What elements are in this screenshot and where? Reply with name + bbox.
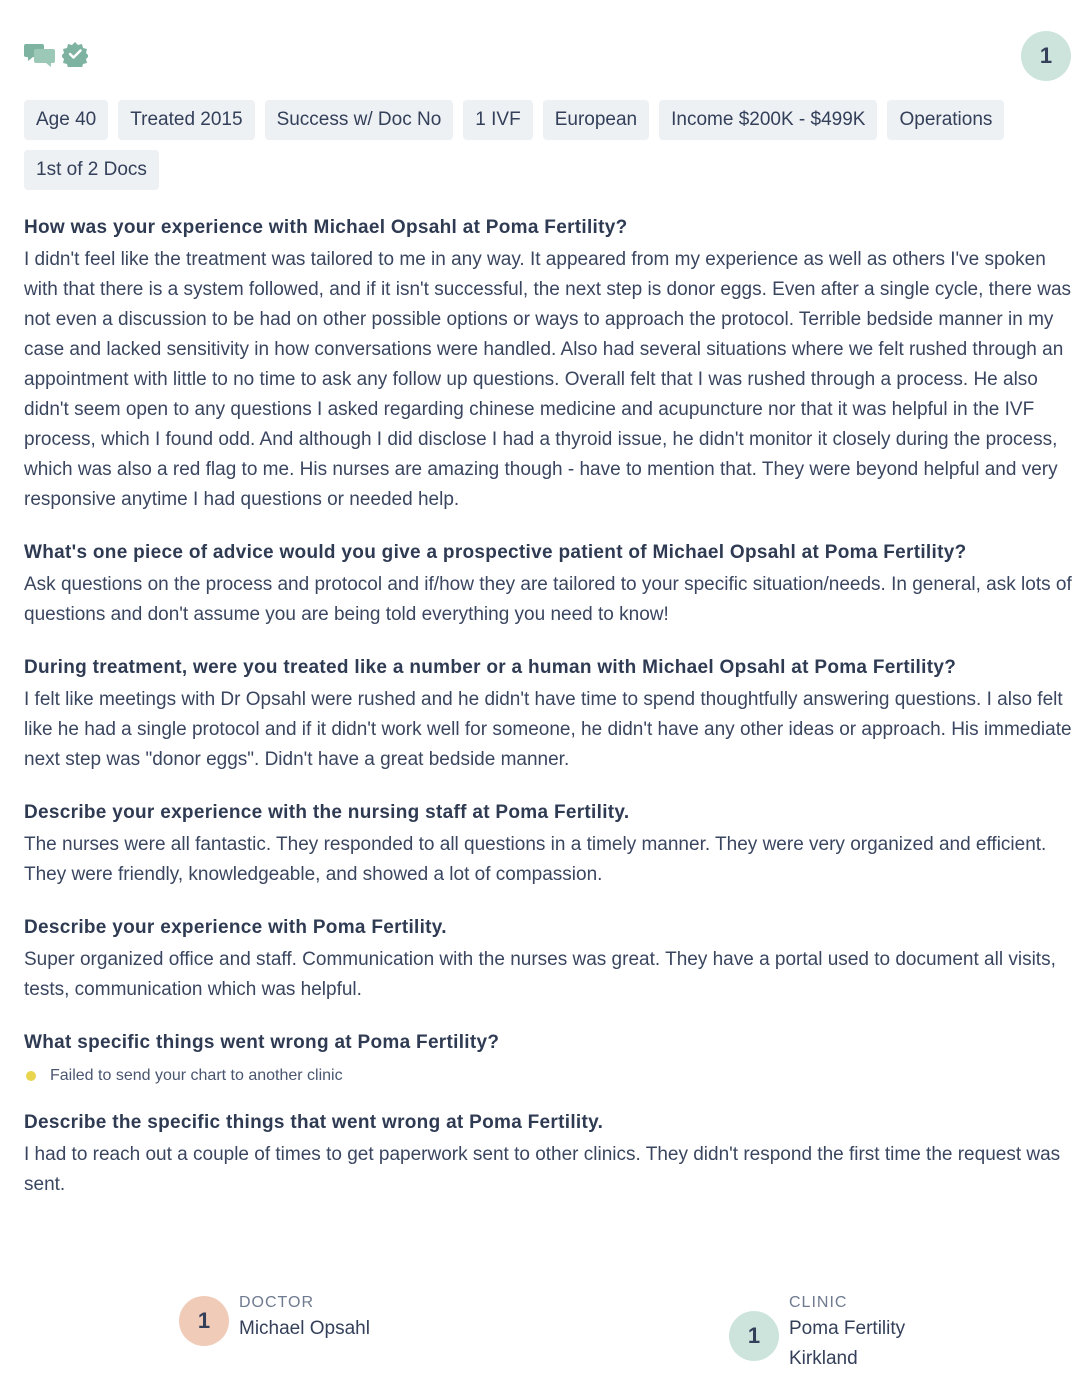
answer-text: I felt like meetings with Dr Opsahl were rushed and he didn't have time to spend thoughtfully answering questions. I also felt like he had a single protocol and if it didn't work well for someone, he didn't have any other ideas or approach. His immediate next step was "donor eggs". Didn't have a great bedside manner. bbox=[24, 689, 1072, 770]
answer-text: I didn't feel like the treatment was tailored to me in any way. It appeared from my experience as well as others I've spoken with that there is a system followed, and if it isn't successful, the next step is donor eggs. Even after a single cycle, there was not even a discussion to be had on other possible options or ways to approach the protocol. Terrible bedside manner in my case and lacked sensitivity in how conversations were handled. Also had several situations where we felt rushed through an appointment with little to no time to ask any follow up questions. Overall felt that I was rushed through a process. He also didn't seem open to any questions I asked regarding chinese medicine and acupuncture nor that it was helpful in the IVF process, which I found odd. And although I did disclose I had a thyroid issue, he didn't monitor it closely during the process, which was also a red flag to me. His nurses are amazing though - have to mention that. They were beyond helpful and very responsive anytime I had questions or needed help. bbox=[24, 249, 1072, 510]
review-answers bbox=[24, 214, 1072, 1200]
question-heading: What's one piece of advice would you give a prospective patient of Michael Opsahl at Poma Fertility? bbox=[24, 542, 967, 563]
doctor-label: DOCTOR bbox=[239, 1294, 315, 1311]
patient-tag: Age 40 bbox=[24, 100, 108, 140]
patient-tag: Income $200K - $499K bbox=[659, 100, 877, 140]
review-header bbox=[24, 0, 1072, 100]
chat-bubbles-icon bbox=[24, 40, 56, 73]
clinic-label: CLINIC bbox=[789, 1294, 848, 1311]
review-icons bbox=[24, 40, 88, 73]
qa-block bbox=[24, 1029, 1072, 1085]
qa-block bbox=[24, 1109, 1072, 1200]
qa-block bbox=[24, 914, 1072, 1005]
answer-text: I had to reach out a couple of times to get paperwork sent to other clinics. They didn't respond the first time the request was sent. bbox=[24, 1144, 1061, 1195]
review-card bbox=[24, 0, 1072, 1200]
patient-tag: 1 IVF bbox=[463, 100, 532, 140]
overall-score-badge: 1 bbox=[1021, 31, 1071, 81]
answer-text: The nurses were all fantastic. They responded to all questions in a timely manner. They were very organized and efficient. They were friendly, knowledgeable, and showed a lot of compassion. bbox=[24, 834, 1047, 885]
doctor-summary[interactable] bbox=[179, 1296, 370, 1346]
doctor-score-badge: 1 bbox=[179, 1296, 229, 1346]
qa-block bbox=[24, 214, 1072, 515]
answer-text: Ask questions on the process and protocol and if/how they are tailored to your specific situation/needs. In general, ask lots of questions and don't assume you are being told everything you need to know! bbox=[24, 574, 1072, 625]
patient-tag: European bbox=[543, 100, 649, 140]
patient-tag: Success w/ Doc No bbox=[265, 100, 454, 140]
question-heading: What specific things went wrong at Poma Fertility? bbox=[24, 1032, 500, 1053]
qa-block bbox=[24, 654, 1072, 775]
patient-tag: Treated 2015 bbox=[118, 100, 254, 140]
verified-badge-icon bbox=[62, 41, 88, 72]
clinic-name[interactable]: Poma Fertility bbox=[789, 1318, 906, 1339]
clinic-score-badge: 1 bbox=[729, 1311, 779, 1361]
patient-tag: Operations bbox=[887, 100, 1004, 140]
doctor-name[interactable]: Michael Opsahl bbox=[239, 1318, 370, 1339]
clinic-location: Kirkland bbox=[789, 1348, 858, 1369]
question-heading: Describe your experience with Poma Fertility. bbox=[24, 917, 447, 938]
answer-text: Super organized office and staff. Communication with the nurses was great. They have a portal used to document all visits, tests, communication which was helpful. bbox=[24, 949, 1056, 1000]
bullet-dot-icon bbox=[26, 1071, 36, 1081]
qa-block bbox=[24, 539, 1072, 630]
question-heading: How was your experience with Michael Opsahl at Poma Fertility? bbox=[24, 217, 628, 238]
clinic-summary[interactable] bbox=[729, 1296, 905, 1374]
patient-tag: 1st of 2 Docs bbox=[24, 150, 159, 190]
review-footer bbox=[0, 1294, 1079, 1385]
issue-text: Failed to send your chart to another clinic bbox=[50, 1067, 343, 1084]
patient-tags bbox=[24, 100, 1044, 190]
question-heading: Describe your experience with the nursing staff at Poma Fertility. bbox=[24, 802, 630, 823]
question-heading: Describe the specific things that went wrong at Poma Fertility. bbox=[24, 1112, 604, 1133]
question-heading: During treatment, were you treated like a number or a human with Michael Opsahl at Poma Fertility? bbox=[24, 657, 957, 678]
issue-list-item bbox=[24, 1067, 1072, 1085]
qa-block bbox=[24, 799, 1072, 890]
